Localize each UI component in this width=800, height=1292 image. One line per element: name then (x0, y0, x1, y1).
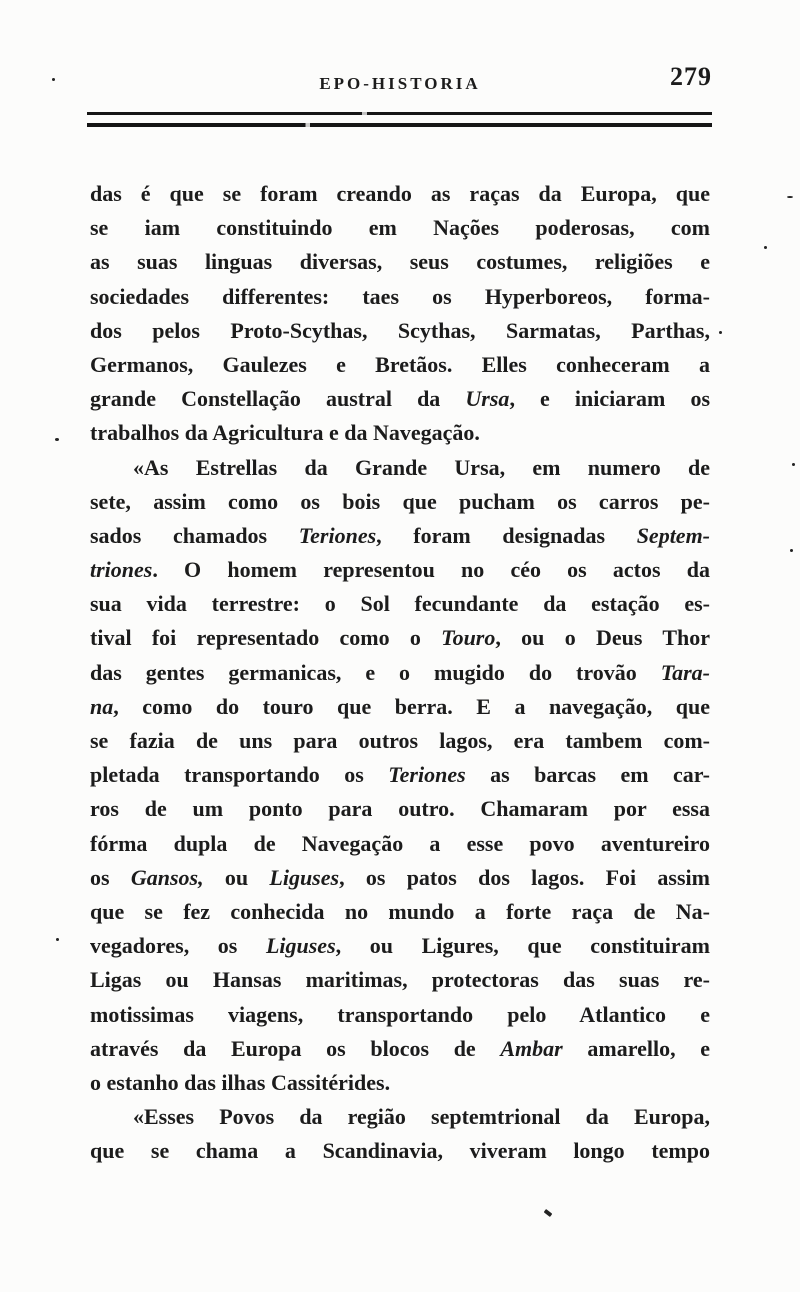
italic-text-segment: Ursa (465, 386, 510, 412)
scan-speck (787, 196, 793, 198)
scan-speck (55, 438, 59, 441)
text-line (90, 998, 710, 1032)
text-segment: sociedades differentes: taes os Hyperboreos, forma- (90, 283, 710, 309)
text-segment: vegadores, os (90, 933, 266, 959)
scan-speck (790, 549, 793, 552)
italic-text-segment: Liguses (265, 933, 336, 959)
text-line (90, 245, 710, 279)
page-number: 279 (670, 62, 712, 91)
text-segment: as suas linguas diversas, seus costumes, religiões e (90, 249, 710, 275)
text-segment: os (90, 864, 131, 890)
scan-speck (792, 463, 795, 466)
italic-text-segment: Liguses (269, 864, 340, 890)
text-segment: se iam constituindo em Nações poderosas, com (90, 215, 710, 241)
text-segment: o estanho das ilhas Cassitérides. (90, 1069, 391, 1095)
text-segment: das é que se foram creando as raças da Europa, que (90, 181, 710, 206)
text-line (90, 656, 710, 690)
running-head: EPO-HISTORIA (319, 74, 481, 93)
text-segment: grande Constellação austral da (90, 386, 466, 412)
text-segment: Germanos, Gaulezes e Bretãos. Elles conheceram a (90, 351, 710, 377)
text-segment: motissimas viagens, transportando pelo Atlantico e (90, 1001, 710, 1027)
text-line (90, 827, 710, 861)
text-segment: dos pelos Proto-Scythas, Scythas, Sarmatas, Parthas, (90, 317, 710, 343)
text-segment: ou (203, 864, 270, 890)
text-segment: ros de um ponto para outro. Chamaram por essa (90, 796, 710, 822)
text-line (90, 1134, 710, 1168)
text-segment: . O homem representou no céo os actos da (152, 557, 710, 583)
text-line (90, 587, 710, 621)
italic-text-segment: Touro (441, 625, 496, 651)
scan-speck (56, 938, 59, 941)
text-line (90, 963, 710, 997)
text-segment: que se chama a Scandinavia, viveram longo tempo (90, 1138, 710, 1164)
text-segment: amarello, e (562, 1035, 711, 1061)
text-segment: se fazia de uns para outros lagos, era tambem com- (90, 728, 710, 753)
text-line (90, 861, 710, 895)
page-body (90, 177, 710, 1168)
text-line (90, 211, 710, 245)
text-segment: as barcas em car- (465, 762, 711, 788)
text-line (90, 280, 710, 314)
italic-text-segment: Gansos, (130, 864, 204, 890)
text-line (90, 724, 710, 758)
text-segment: através da Europa os blocos de (90, 1035, 501, 1061)
scan-speck (764, 246, 767, 249)
italic-text-segment: Teriones (388, 762, 466, 788)
text-line (90, 553, 710, 587)
text-line (90, 348, 710, 382)
text-line (90, 792, 710, 826)
scan-speck (544, 1209, 553, 1217)
double-rule-top (87, 112, 712, 115)
text-segment: , ou Ligures, que constituiram (335, 933, 710, 959)
text-line (90, 519, 710, 553)
text-segment: tival foi representado como o (90, 625, 442, 651)
italic-text-segment: Teriones (298, 522, 377, 548)
text-line (90, 758, 710, 792)
italic-text-segment: triones (90, 557, 153, 583)
text-line (90, 929, 710, 963)
text-segment: sua vida terrestre: o Sol fecundante da estação es- (90, 591, 710, 617)
text-segment: «As Estrellas da Grande Ursa, em numero de (133, 454, 710, 480)
text-segment: , e iniciaram os (509, 386, 710, 412)
text-line (90, 177, 710, 211)
scan-speck (719, 331, 722, 334)
italic-text-segment: Septem- (636, 522, 711, 548)
text-line (90, 485, 710, 519)
text-segment: trabalhos da Agricultura e da Navegação. (90, 420, 480, 446)
text-line (90, 895, 710, 929)
text-line (90, 1100, 710, 1134)
text-line (90, 416, 710, 450)
text-segment: Ligas ou Hansas maritimas, protectoras das suas re- (90, 967, 710, 993)
text-segment: «Esses Povos da região septemtrional da Europa, (133, 1104, 710, 1130)
italic-text-segment: Ambar (500, 1035, 563, 1061)
text-segment: , ou o Deus Thor (495, 625, 710, 651)
text-line (90, 621, 710, 655)
text-segment: das gentes germanicas, e o mugido do trovão (90, 659, 661, 685)
text-line (90, 1032, 710, 1066)
text-segment: pletada transportando os (90, 762, 389, 788)
text-line (90, 451, 710, 485)
scan-speck (52, 78, 55, 81)
italic-text-segment: na (90, 693, 114, 719)
text-line (90, 1066, 710, 1100)
text-segment: que se fez conhecida no mundo a forte raça de Na- (90, 898, 710, 924)
text-segment: fórma dupla de Navegação a esse povo aventureiro (90, 830, 710, 856)
text-line (90, 690, 710, 724)
italic-text-segment: Tara- (660, 659, 710, 685)
text-segment: sete, assim como os bois que pucham os carros pe- (90, 488, 710, 514)
text-line (90, 314, 710, 348)
text-segment: sados chamados (90, 522, 299, 548)
double-rule-bottom (87, 123, 712, 127)
text-line (90, 382, 710, 416)
text-segment: , como do touro que berra. E a navegação, que (113, 693, 710, 719)
text-segment: , os patos dos lagos. Foi assim (339, 864, 710, 890)
text-segment: , foram designadas (376, 522, 637, 548)
